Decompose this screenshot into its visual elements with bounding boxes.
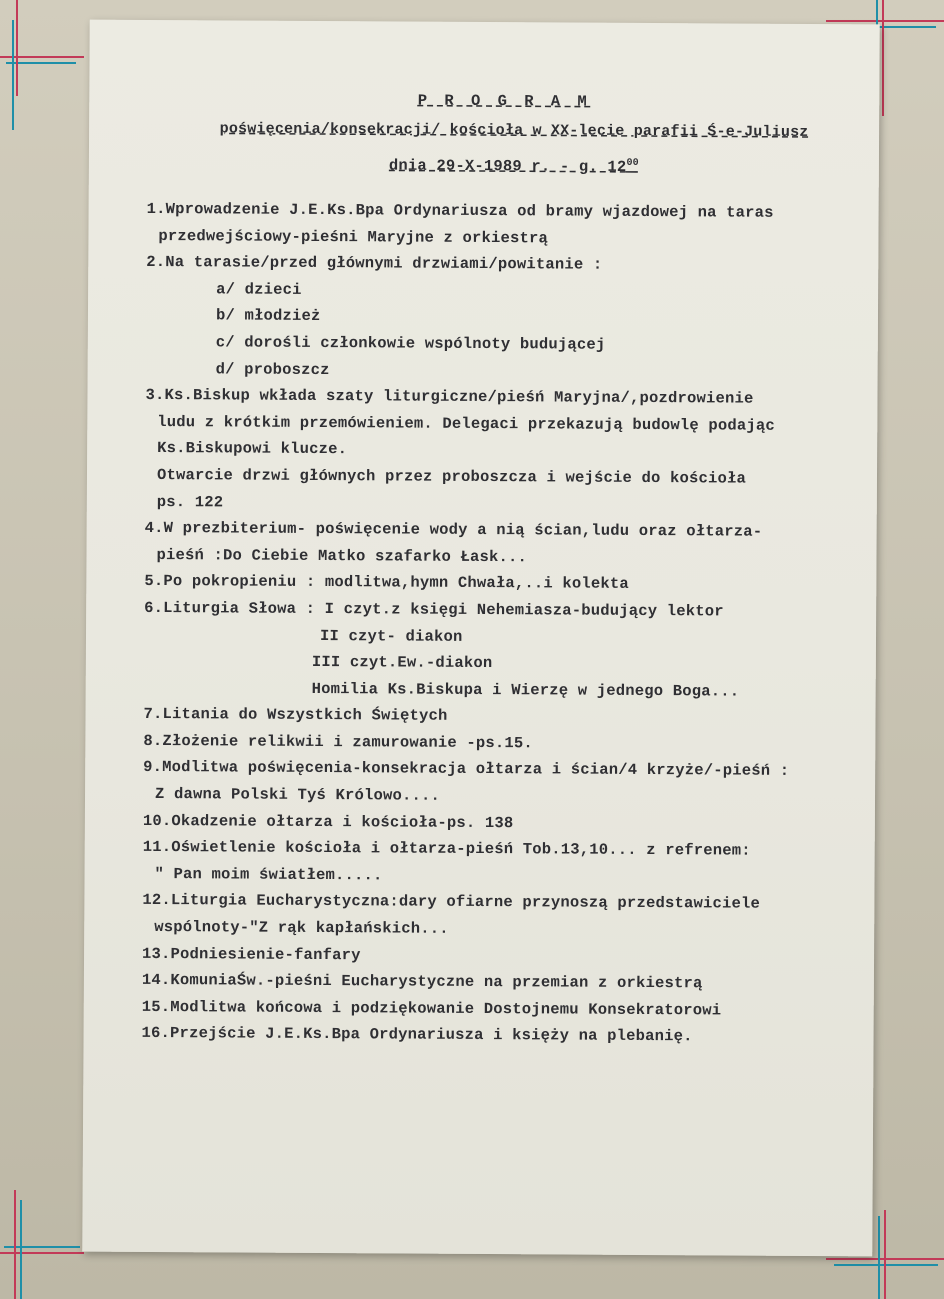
program-line: Otwarcie drzwi głównych przez proboszcza i wejście do kościoła xyxy=(156,465,747,488)
program-line: 14.KomuniaŚw.-pieśni Eucharystyczne na przemian z orkiestrą xyxy=(141,971,703,993)
program-line: 10.Okadzenie ołtarza i kościoła-ps. 138 xyxy=(142,811,514,832)
program-line: 12.Liturgia Eucharystyczna:dary ofiarne przynoszą przedstawiciele xyxy=(142,891,761,914)
program-line: d/ proboszcz xyxy=(215,359,330,379)
program-line: Z dawna Polski Tyś Królowo.... xyxy=(154,785,441,805)
program-line: c/ dorośli członkowie wspólnoty budującej xyxy=(215,333,606,354)
program-line: 13.Podniesienie-fanfary xyxy=(142,944,361,964)
program-list xyxy=(137,196,862,1051)
program-line: Homilia Ks.Biskupa i Wierzę w jednego Boga... xyxy=(311,679,740,701)
program-line: przedwejściowy-pieśni Maryjne z orkiestrą xyxy=(158,226,549,247)
date-minutes: 00 xyxy=(626,157,639,169)
program-line: ludu z krótkim przemówieniem. Delegaci przekazują budowlę podając xyxy=(157,412,775,435)
program-line: 1.Wprowadzenie J.E.Ks.Bpa Ordynariusza od bramy wjazdowej na taras xyxy=(146,199,774,222)
program-line: " Pan moim światłem..... xyxy=(154,864,383,885)
program-line: II czyt- diakon xyxy=(319,626,463,646)
program-line: b/ młodzież xyxy=(215,306,321,326)
document-text xyxy=(82,20,880,1257)
program-line: 11.Oświetlenie kościoła i ołtarza-pieśń Tob.13,10... z refrenem: xyxy=(142,838,751,860)
program-line: a/ dzieci xyxy=(216,280,302,299)
program-line: 2.Na tarasie/przed głównymi drzwiami/powitanie : xyxy=(146,253,603,274)
program-line: 9.Modlitwa poświęcenia-konsekracja ołtarza i ścian/4 krzyże/-pieśń : xyxy=(143,758,790,781)
program-line: ps. 122 xyxy=(156,492,224,511)
typed-document-sheet xyxy=(82,20,880,1257)
document-title: P R O G R A M xyxy=(417,91,591,111)
program-line: 5.Po pokropieniu : modlitwa,hymn Chwała,..i kolekta xyxy=(144,572,629,594)
program-line: Ks.Biskupowi klucze. xyxy=(157,439,348,459)
document-subtitle: poświęcenia/konsekracji/ kościoła w XX-lecie parafii Ś-e-Juliusz xyxy=(219,120,809,141)
date-text: dnia 29-X-1989 r. - g. 12 xyxy=(388,156,627,177)
program-line: 3.Ks.Biskup wkłada szaty liturgiczne/pieśń Maryjna/,pozdrowienie xyxy=(145,386,754,408)
document-date xyxy=(89,148,879,182)
program-line: III czyt.Ew.-diakon xyxy=(311,653,493,673)
program-line: 15.Modlitwa końcowa i podziękowanie Dostojnemu Konsekratorowi xyxy=(141,997,722,1020)
program-line: wspólnoty-"Z rąk kapłańskich... xyxy=(154,918,449,938)
program-line: 7.Litania do Wszystkich Świętych xyxy=(143,705,448,726)
program-line: pieśń :Do Ciebie Matko szafarko Łask... xyxy=(156,545,528,566)
program-line: 6.Liturgia Słowa : I czyt.z księgi Nehemiasza-budujący lektor xyxy=(144,598,724,621)
program-line: 8.Złożenie relikwii i zamurowanie -ps.15. xyxy=(143,731,533,753)
program-line: 16.Przejście J.E.Ks.Bpa Ordynariusza i księży na plebanię. xyxy=(141,1024,693,1046)
program-line: 4.W prezbiterium- poświęcenie wody a nią ścian,ludu oraz ołtarza- xyxy=(144,519,763,541)
